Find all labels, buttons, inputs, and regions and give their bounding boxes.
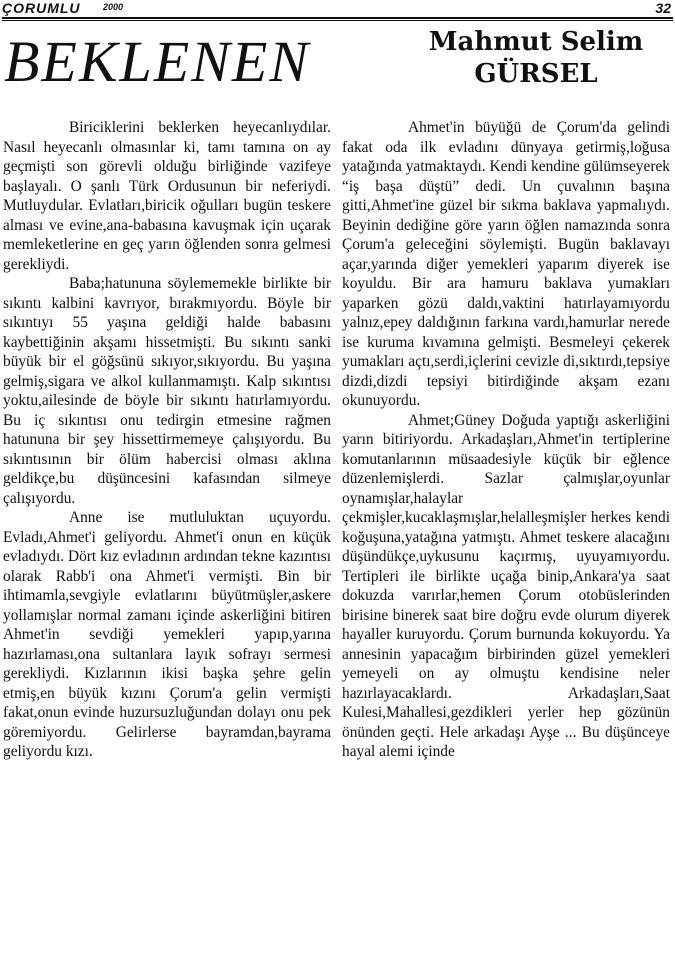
page-number: 32 xyxy=(655,0,671,16)
author-surname: GÜRSEL xyxy=(474,59,598,89)
paragraph: Anne ise mutluluktan uçuyordu. Evladı,Ahmet'i geliyordu. Ahmet'i onun en küçük evladıydı. Dört kız evladının ardından tekne kazıntısı olarak Rabb'i ona Ahmet'i vermişti. Bin bir ihtimamla,sevgiyle evlatlarını büyütmüşler,askere yollamışlar normal zamanı içinde askerliğini bitiren Ahmet'in sevdiği yemekleri yapıp,yarına hazırlaması,ona sultanlara layık sofrayı sermesi gerekliydi. Kızlarının ikisi başka şehre gelin etmiş,en büyük kızını Çorum'a gelin vermişti fakat,onun evinde huzursuzluğundan dolayı onu pek göremiyordu. Gelirlerse bayramdan,bayrama geliyordu kızı. xyxy=(3,509,331,760)
paragraph: Biriciklerini beklerken heyecanlıydılar. Nasıl heyecanlı olmasınlar ki, tamı tamına on ay geçmişti son görevli olduğu birliğinde vazifeye başlayalı. O şanlı Türk Ordusunun bir neferiydi. Mutluydular. Evlatları,biricik oğulları bugün teskere alması ve evine,ana-babasına kavuşmak için uçarak memleketlerine en geç yarın öğlenden sonra gelmesi gerekliydi. xyxy=(3,119,331,273)
paragraph: Baba;hatununa söylememekle birlikte bir sıkıntı kalbini kavrıyor, bırakmıyordu. Böyle bir sıkıntıyı 55 yaşına geldiği halde babasını kaybettiğinin akşamı hissetmişti. Bu sıkıntı sanki büyük bir el göğsünü sıkıyor,sıkıyordu. Bu yaşına gelmiş,sigara ve alkol kullanmamıştı. Kalp sıkıntısı yoktu,ailesinde de böyle bir sıkıntı hatırlamıyordu. Bu iç sıkıntısı onu tedirgin etmesine rağmen hatununa bir şey hissettirmemeye çalışıyordu. Bu sıkıntısının bir ölüm habercisi olması aklına geldikçe,bu düşüncesini kafasından silmeye çalışıyordu. xyxy=(3,275,331,507)
author-name: Mahmut Selim xyxy=(428,27,644,57)
magazine-year: 2000 xyxy=(103,2,124,12)
paragraph: Ahmet;Güney Doğuda yaptığı askerliğini yarın bitiriyordu. Arkadaşları,Ahmet'in tertiplerine komutanlarının müsaadesiyle küçük bir eğlence düzenlemişlerdi. Sazlar çalmışlar,oyunlar oynamışlar,halaylar çekmişler,kucaklaşmışlar,helalleşmişler herkes kendi koğuşuna,yatağına yatmıştı. Ahmet teskere alacağını düşündükçe,uykusunu kaçırmış, uyuyamıyordu. Tertipleri ile birlikte uçağa binip,Ankara'ya saat dokuzda varırlar,hemen Çorum otobüslerinden birisine binerek saat bire doğru evde olurum diyerek hayaller kuruyordu. Çorum burnunda kokuyordu. Ya annesinin yapacağım birbirinden güzel yemekleri yemeyeli on ay olmuştu kendisine neler hazırlayacaklardı. Arkadaşları,Saat Kulesi,Mahallesi,gezdikleri yerler hep gözünün önünden geçti. Hele arkadaşı Ayşe ... Bu düşünceye hayal alemi içinde xyxy=(342,411,670,760)
left-column xyxy=(3,118,331,762)
page-header xyxy=(2,0,673,22)
header-rule-thin xyxy=(2,20,673,21)
right-column xyxy=(342,118,670,762)
paragraph: Ahmet'in büyüğü de Çorum'da gelindi fakat oda ilk evladını dünyaya getirmiş,loğusa yatağında yatmaktaydı. Kendi kendine gülümseyerek “iş başa düştü” dedi. Un çuvalının başına gitti,Ahmet'ine güzel bir sıkma baklava yapmalıydı. Beyinin dediğine göre yarın öğlen namazında sonra Çorum'a geleceğini söylemişti. Bugün baklavayı açar,yarında diğer yemekleri yaparım diyerek ise koyuldu. Bir ara hamuru baklava yumakları yaparken gözü daldı,vaktini hatırlayamıyordu yalnız,epey daldığının farkına vardı,hamurlar nerede ise kuruma kıvamına gelmişti. Besmeleyi çekerek yumakları açtı,serdi,içlerini cevizle di,sıktırdı,tepsiye dizdi,dizdi tepsiyi bitirdiğinde akşam ezanı okunuyordu. xyxy=(342,119,670,409)
header-rule xyxy=(2,17,673,19)
article-title: BEKLENEN xyxy=(4,29,311,94)
article-author xyxy=(400,26,672,90)
magazine-name: ÇORUMLU xyxy=(2,0,81,16)
